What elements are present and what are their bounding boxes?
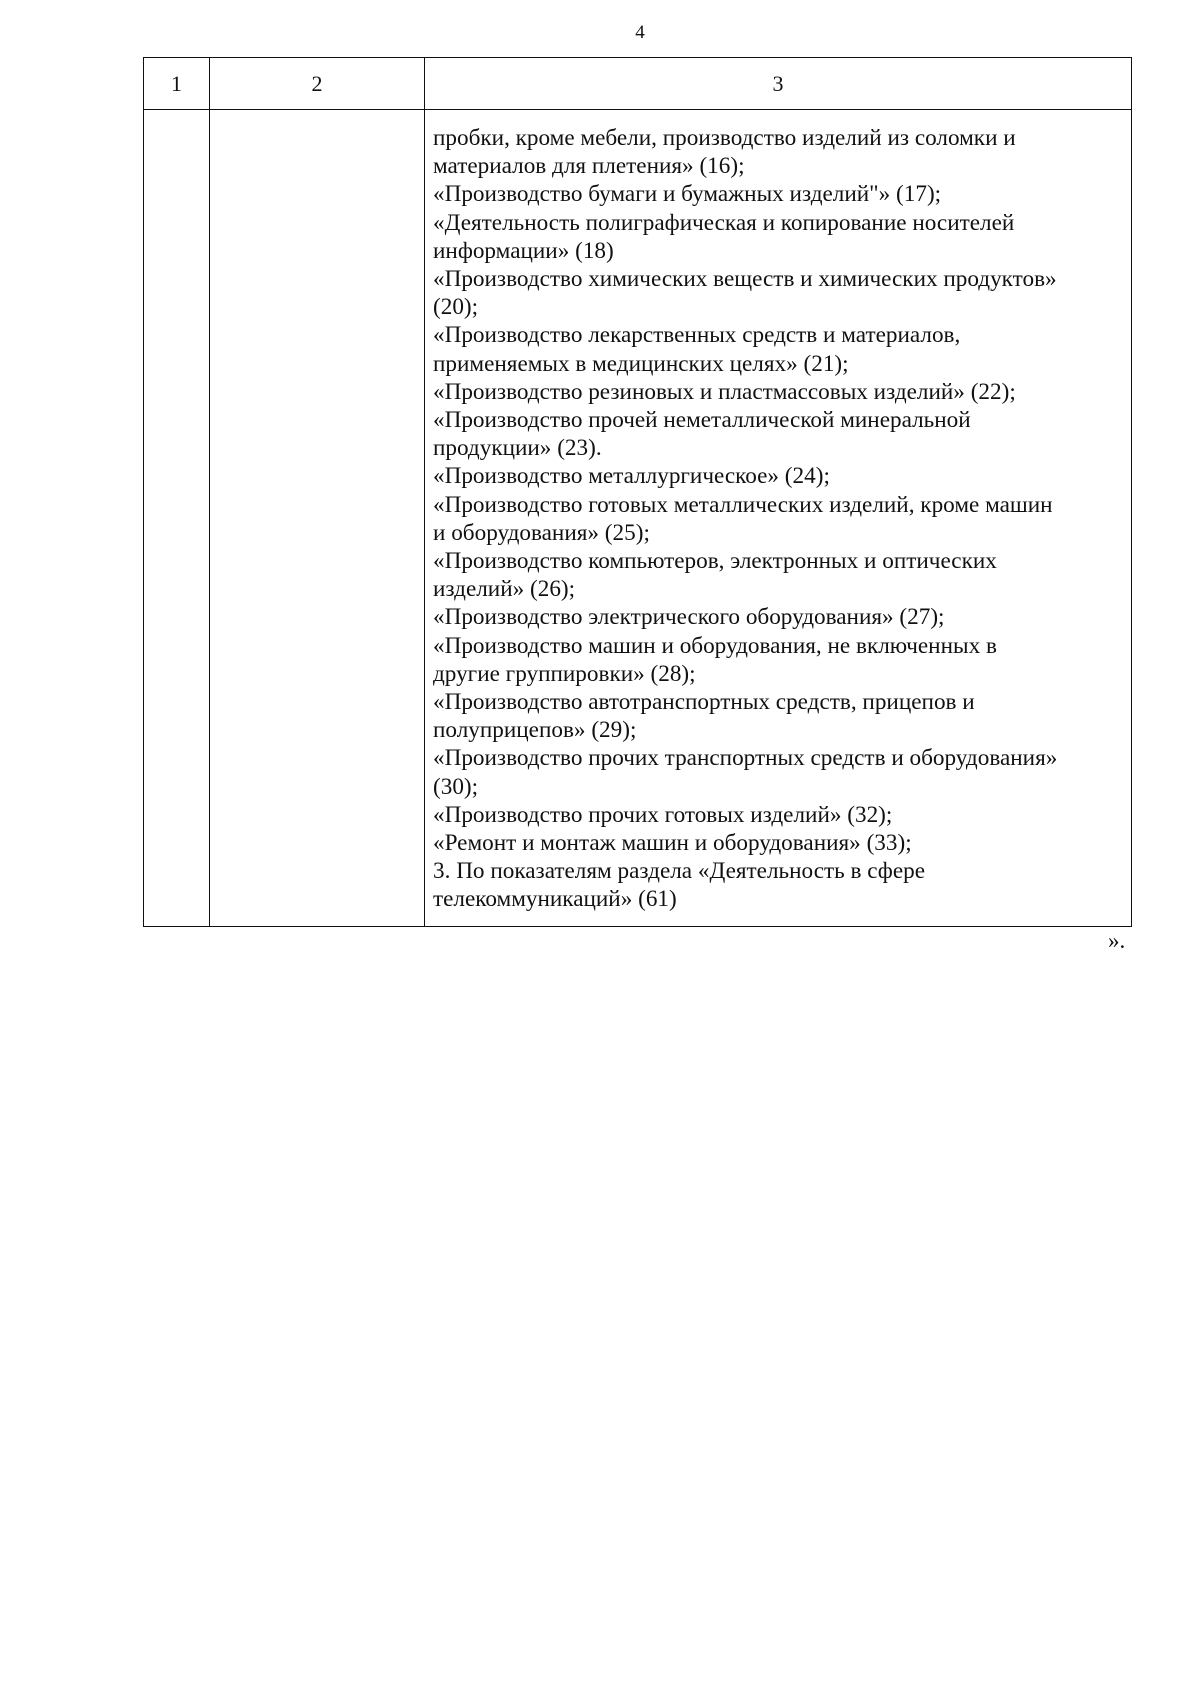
activity-line: информации» (18) — [433, 237, 614, 264]
activity-line: «Ремонт и монтаж машин и оборудования» (33); — [433, 830, 912, 857]
activity-line: «Производство компьютеров, электронных и оптических — [433, 548, 997, 575]
document-table — [143, 57, 1132, 927]
activity-line: «Производство машин и оборудования, не включенных в — [433, 632, 997, 659]
activity-list — [425, 110, 1131, 926]
cell-column-3 — [425, 110, 1132, 927]
column-header-2: 2 — [210, 58, 425, 110]
column-header-1: 1 — [144, 58, 210, 110]
activity-line: «Производство резиновых и пластмассовых изделий» (22); — [433, 378, 1016, 405]
cell-column-1 — [144, 110, 210, 927]
activity-line: (30); — [433, 773, 479, 800]
activity-line: «Производство бумаги и бумажных изделий"» (17); — [433, 181, 942, 208]
page-number: 4 — [635, 22, 645, 43]
activity-line: пробки, кроме мебели, производство изделий из соломки и — [433, 125, 1016, 151]
activity-line: «Производство электрического оборудования» (27); — [433, 604, 945, 631]
activity-line: «Производство прочей неметаллической минеральной — [433, 407, 971, 434]
activity-line: материалов для плетения» (16); — [433, 153, 745, 180]
activity-line: применяемых в медицинских целях» (21); — [433, 350, 849, 377]
activity-line: другие группировки» (28); — [433, 660, 696, 687]
activity-line: «Производство химических веществ и химических продуктов» — [433, 266, 1057, 293]
table-row — [144, 110, 1132, 927]
cell-column-2 — [210, 110, 425, 927]
activity-line: «Производство прочих готовых изделий» (32); — [433, 801, 893, 828]
activity-line: телекоммуникаций» (61) — [433, 886, 677, 913]
activity-line: изделий» (26); — [433, 576, 576, 603]
activity-line: 3. По показателям раздела «Деятельность в сфере — [433, 858, 926, 885]
activity-line: «Деятельность полиграфическая и копирование носителей — [433, 209, 1015, 236]
activity-line: «Производство металлургическое» (24); — [433, 463, 830, 490]
activity-line: «Производство автотранспортных средств, прицепов и — [433, 689, 975, 716]
activity-line: полуприцепов» (29); — [433, 717, 637, 744]
activity-line: «Производство лекарственных средств и материалов, — [433, 322, 961, 349]
activity-line: «Производство прочих транспортных средств и оборудования» — [433, 745, 1058, 772]
activity-line: (20); — [433, 294, 479, 321]
column-header-3: 3 — [425, 58, 1132, 110]
activity-line: и оборудования» (25); — [433, 519, 650, 546]
activity-line: «Производство готовых металлических изделий, кроме машин — [433, 491, 1053, 518]
closing-quote-mark: ». — [1108, 928, 1126, 953]
activity-line: продукции» (23). — [433, 435, 602, 462]
table-header-row — [144, 58, 1132, 110]
